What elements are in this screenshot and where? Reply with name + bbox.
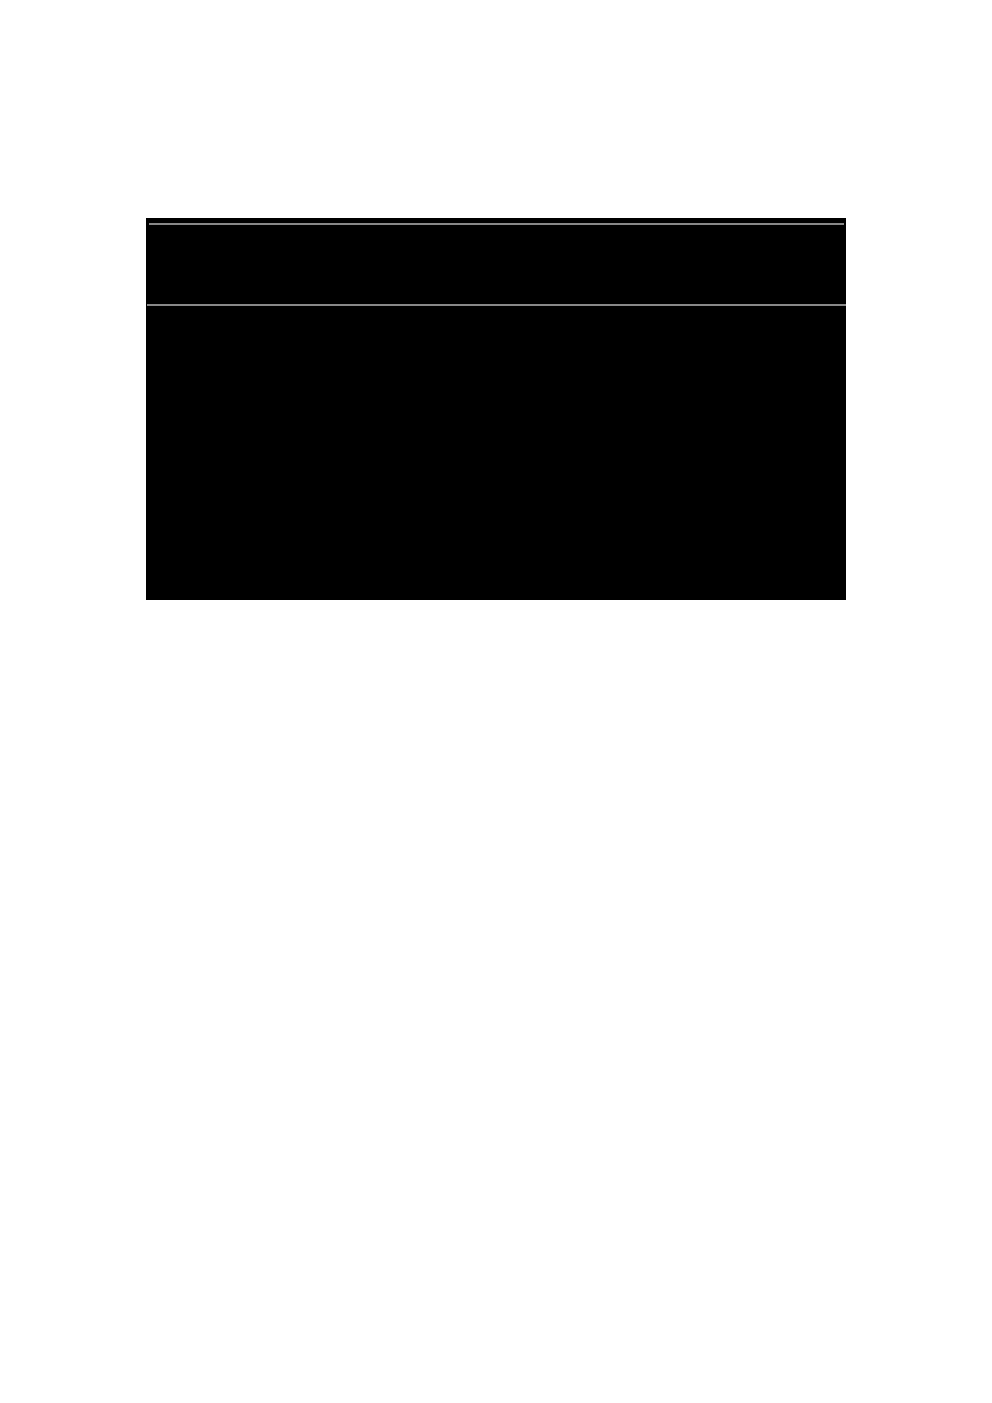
window-content-area [146,306,846,600]
window-divider-line [147,304,846,306]
window-title-bar-area [146,218,846,304]
black-window-screenshot [146,218,846,600]
window-top-border-line [149,223,844,225]
